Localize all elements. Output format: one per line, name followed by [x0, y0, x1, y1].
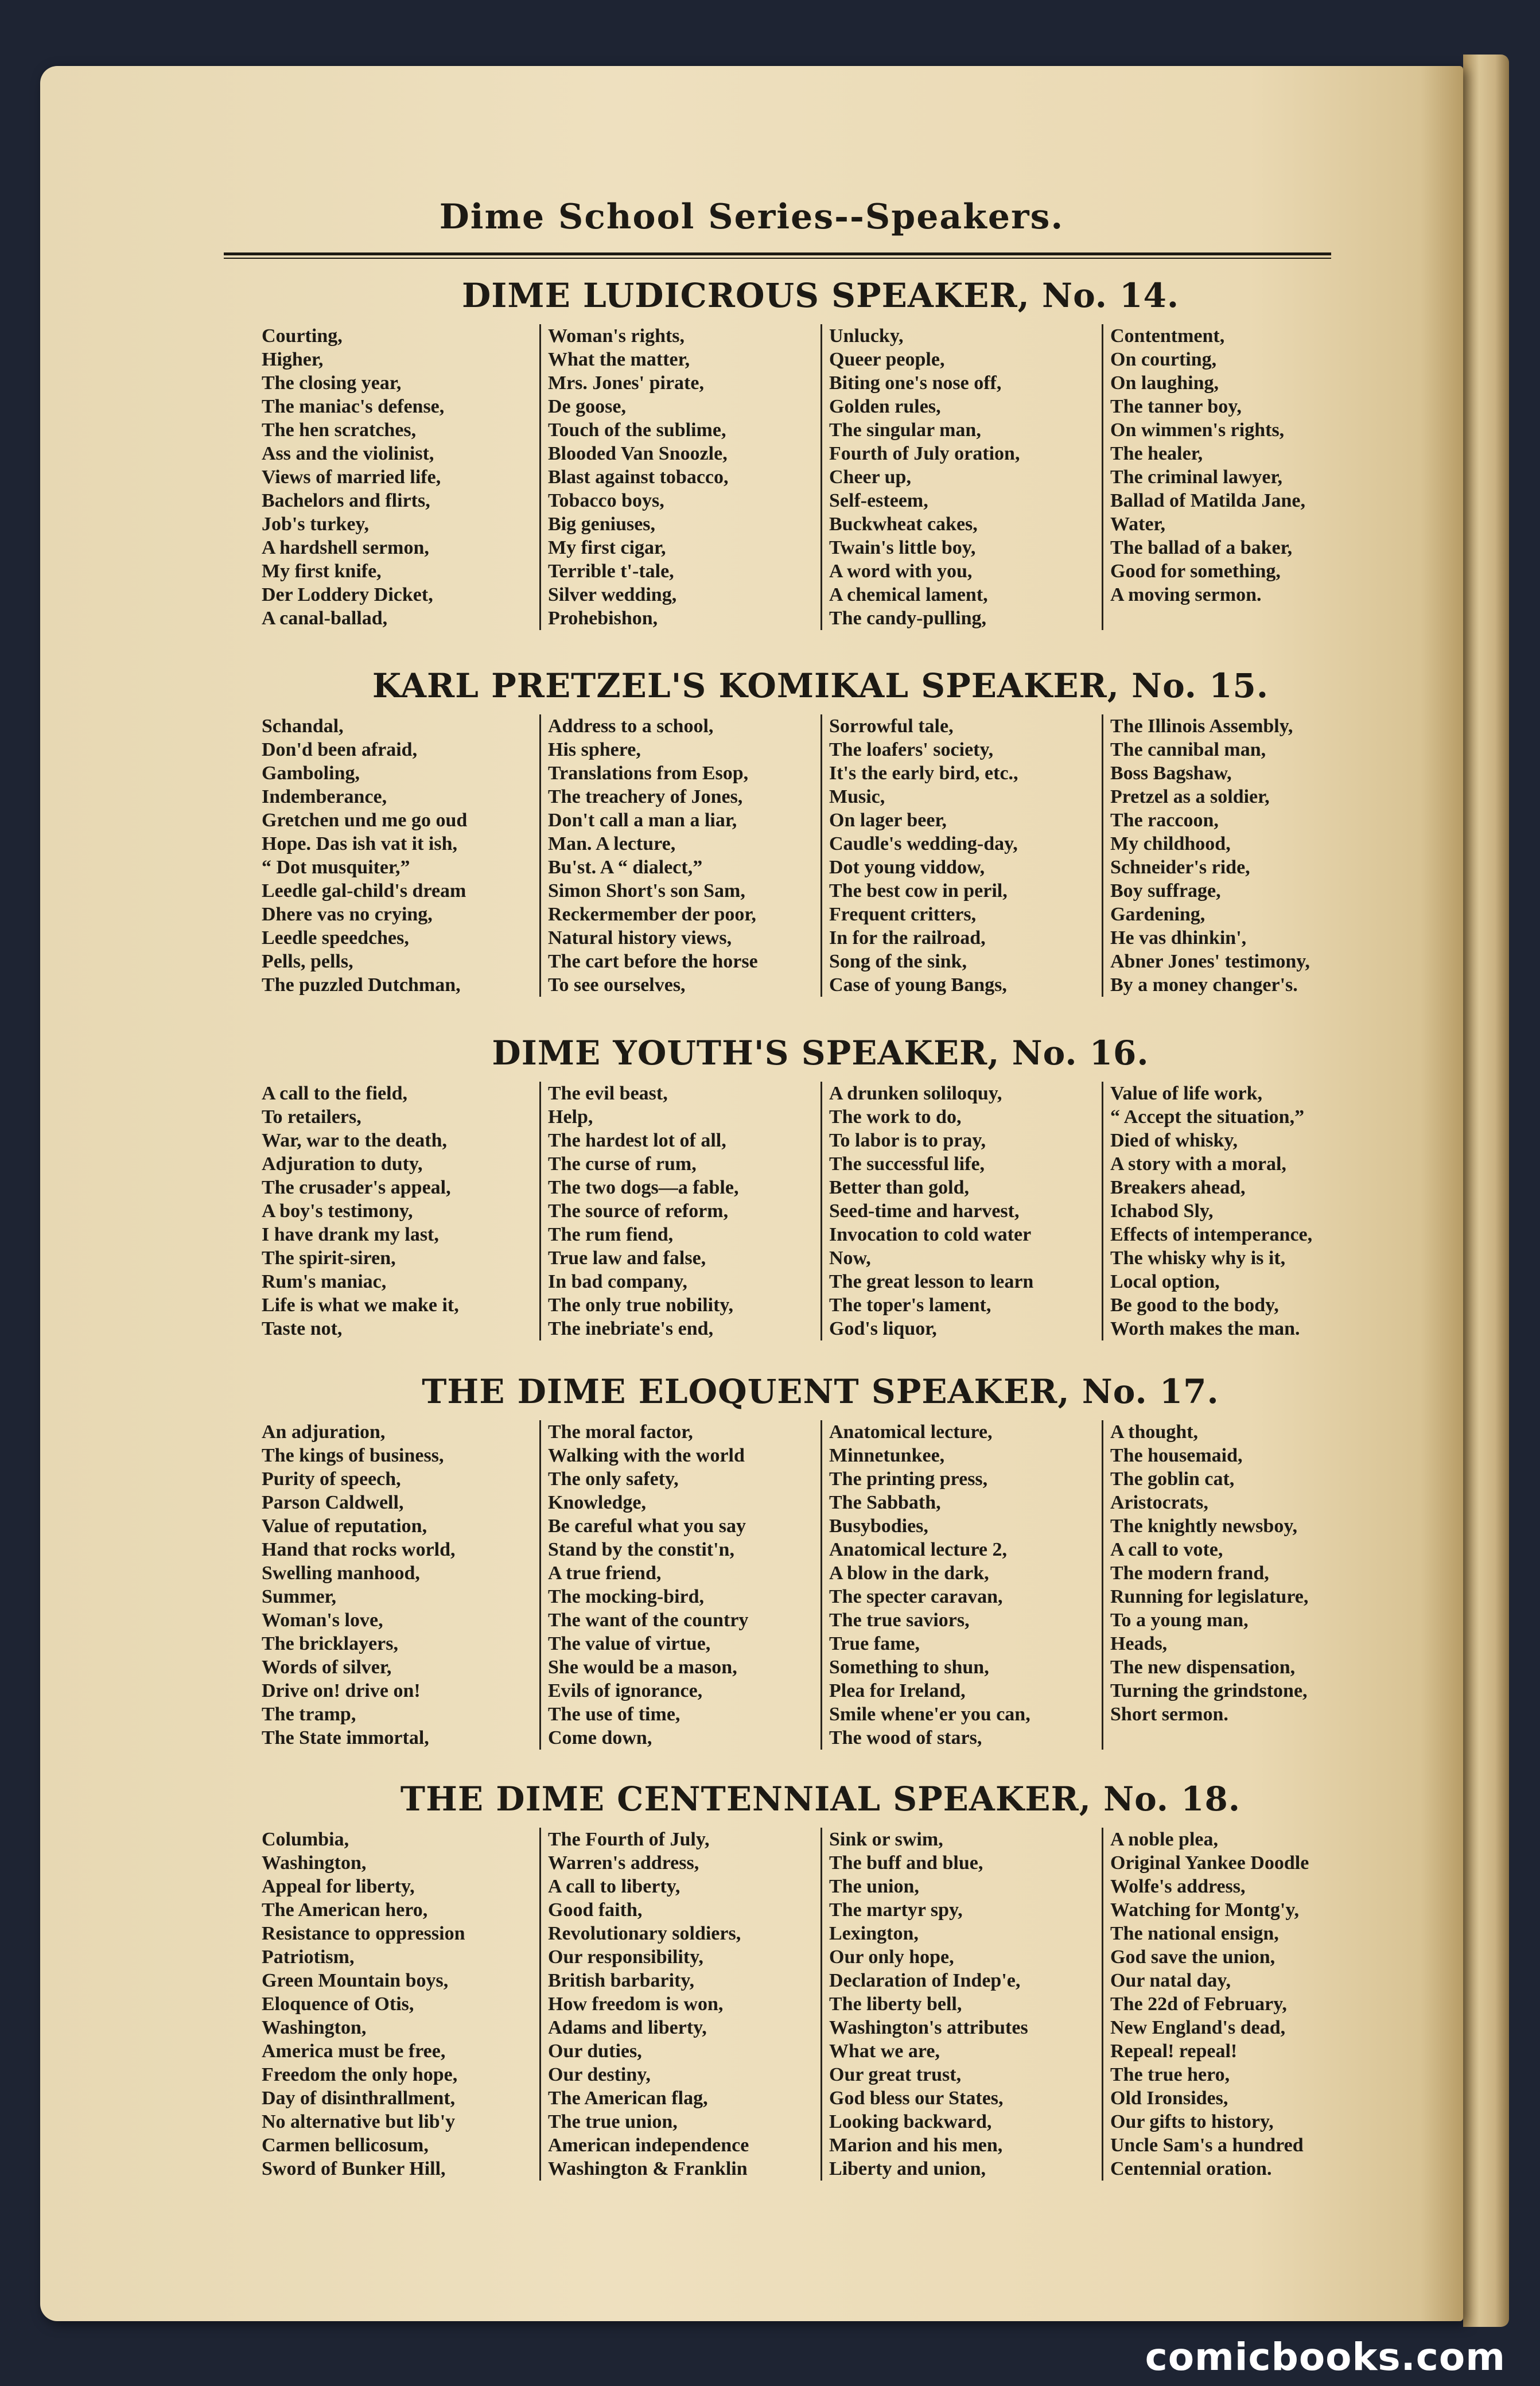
speech-title: Revolutionary soldiers, [548, 1923, 741, 1944]
speech-title: The true union, [548, 2111, 678, 2132]
speech-title: Man. A lecture, [548, 833, 676, 854]
speech-title: Declaration of Indep'e, [829, 1970, 1021, 1991]
column [258, 324, 539, 630]
speech-title: Gamboling, [262, 763, 360, 784]
column [258, 714, 539, 997]
speech-title: Ichabod Sly, [1110, 1200, 1214, 1222]
speech-title: Columbia, [262, 1829, 349, 1850]
speech-title: “ Accept the situation,” [1110, 1106, 1305, 1128]
speech-title: Rum's maniac, [262, 1271, 387, 1292]
speech-title: Dot young viddow, [829, 857, 985, 878]
speech-title: True law and false, [548, 1248, 706, 1269]
speech-title: The moral factor, [548, 1421, 693, 1443]
speech-title: A story with a moral, [1110, 1153, 1286, 1175]
speech-title: Biting one's nose off, [829, 372, 1002, 394]
speech-title: Freedom the only hope, [262, 2064, 458, 2085]
speech-title: The rum fiend, [548, 1224, 674, 1245]
speech-title: The closing year, [262, 372, 402, 394]
speech-title: The toper's lament, [829, 1295, 991, 1316]
speech-title: The new dispensation, [1110, 1657, 1296, 1678]
speech-title: Blast against tobacco, [548, 467, 729, 488]
speech-title: The two dogs—a fable, [548, 1177, 739, 1198]
speech-title: Ass and the violinist, [262, 443, 434, 464]
section-title: DIME YOUTH'S SPEAKER, No. 16. [492, 1033, 1149, 1072]
header-rule [224, 252, 1331, 259]
speech-title: Carmen bellicosum, [262, 2135, 429, 2156]
column [539, 1082, 820, 1340]
watermark: comicbooks.com [1145, 2335, 1506, 2379]
speech-title: Bu'st. A “ dialect,” [548, 857, 703, 878]
speech-title: The buff and blue, [829, 1852, 983, 1874]
speech-title: Walking with the world [548, 1445, 745, 1466]
speech-title: On wimmen's rights, [1110, 419, 1285, 441]
speech-title: Anatomical lecture, [829, 1421, 993, 1443]
speech-title: Green Mountain boys, [262, 1970, 449, 1991]
speech-title: Boy suffrage, [1110, 880, 1221, 901]
column [539, 1420, 820, 1750]
speech-title: Music, [829, 786, 885, 807]
speech-title: The cannibal man, [1110, 739, 1266, 760]
speech-title: The hen scratches, [262, 419, 417, 441]
speech-title: The candy-pulling, [829, 608, 986, 629]
speech-title: Warren's address, [548, 1852, 699, 1874]
speech-title: Swelling manhood, [262, 1563, 420, 1584]
speech-title: The goblin cat, [1110, 1468, 1235, 1490]
speech-title: The martyr spy, [829, 1899, 963, 1921]
speech-title: The healer, [1110, 443, 1203, 464]
speech-title: Evils of ignorance, [548, 1680, 703, 1701]
speech-title: A canal-ballad, [262, 608, 388, 629]
speech-title: Old Ironsides, [1110, 2088, 1228, 2109]
speech-title: Gardening, [1110, 904, 1205, 925]
speech-title: He vas dhinkin', [1110, 927, 1247, 949]
speech-title: Looking backward, [829, 2111, 992, 2132]
speech-title: Minnetunkee, [829, 1445, 945, 1466]
page-edge [1463, 55, 1509, 2327]
speech-title: The treachery of Jones, [548, 786, 743, 807]
speech-title: The singular man, [829, 419, 981, 441]
section-speaker-18 [258, 1770, 1383, 2181]
speech-title: Purity of speech, [262, 1468, 401, 1490]
section-title: DIME LUDICROUS SPEAKER, No. 14. [461, 276, 1180, 315]
section-speaker-15 [258, 657, 1383, 997]
speech-title: Life is what we make it, [262, 1295, 459, 1316]
speech-title: The true saviors, [829, 1610, 970, 1631]
speech-title: Good for something, [1110, 561, 1281, 582]
speech-title: Sink or swim, [829, 1829, 943, 1850]
speech-title: Don'd been afraid, [262, 739, 418, 760]
speech-title: Words of silver, [262, 1657, 392, 1678]
speech-title: Come down, [548, 1727, 652, 1748]
speech-title: Value of reputation, [262, 1515, 427, 1537]
speech-title: Good faith, [548, 1899, 643, 1921]
section-speaker-17 [258, 1363, 1383, 1750]
speech-title: A thought, [1110, 1421, 1199, 1443]
speech-title: Prohebishon, [548, 608, 658, 629]
column [820, 1828, 1102, 2181]
speech-title: Indemberance, [262, 786, 387, 807]
speech-title: Water, [1110, 514, 1166, 535]
speech-title: Anatomical lecture 2, [829, 1539, 1008, 1560]
speech-title: The kings of business, [262, 1445, 444, 1466]
speech-title: Uncle Sam's a hundred [1110, 2135, 1304, 2156]
speech-title: Dhere vas no crying, [262, 904, 433, 925]
speech-title: Wolfe's address, [1110, 1876, 1246, 1897]
speech-title: A drunken soliloquy, [829, 1083, 1002, 1104]
column [1102, 1420, 1383, 1750]
speech-title: Liberty and union, [829, 2158, 986, 2179]
speech-title: Smile whene'er you can, [829, 1704, 1030, 1725]
section-speaker-16 [258, 1024, 1383, 1340]
speech-title: Washington, [262, 2017, 367, 2038]
speech-title: A true friend, [548, 1563, 662, 1584]
section-columns [258, 1420, 1383, 1750]
speech-title: Centennial oration. [1110, 2158, 1272, 2179]
speech-title: A noble plea, [1110, 1829, 1218, 1850]
speech-title: Leedle gal-child's dream [262, 880, 466, 901]
speech-title: In for the railroad, [829, 927, 986, 949]
speech-title: Views of married life, [262, 467, 441, 488]
section-columns [258, 1082, 1383, 1340]
section-columns [258, 714, 1383, 997]
section-columns [258, 1828, 1383, 2181]
speech-title: Leedle speedches, [262, 927, 409, 949]
speech-title: A moving sermon. [1110, 584, 1262, 605]
speech-title: To see ourselves, [548, 974, 686, 996]
speech-title: The American flag, [548, 2088, 708, 2109]
speech-title: The 22d of February, [1110, 1993, 1287, 2015]
speech-title: Help, [548, 1106, 593, 1128]
speech-title: Appeal for liberty, [262, 1876, 415, 1897]
speech-title: Breakers ahead, [1110, 1177, 1246, 1198]
column [539, 1828, 820, 2181]
speech-title: The use of time, [548, 1704, 680, 1725]
column [820, 1420, 1102, 1750]
speech-title: Case of young Bangs, [829, 974, 1007, 996]
column [820, 324, 1102, 630]
speech-title: The housemaid, [1110, 1445, 1243, 1466]
speech-title: The curse of rum, [548, 1153, 697, 1175]
speech-title: A call to vote, [1110, 1539, 1223, 1560]
speech-title: Our only hope, [829, 1946, 954, 1968]
speech-title: Knowledge, [548, 1492, 646, 1513]
speech-title: Pells, pells, [262, 951, 353, 972]
speech-title: Washington, [262, 1852, 367, 1874]
speech-title: Now, [829, 1248, 871, 1269]
speech-title: Self-esteem, [829, 490, 928, 511]
speech-title: Died of whisky, [1110, 1130, 1238, 1151]
catalog-page [40, 66, 1463, 2321]
column [820, 1082, 1102, 1340]
speech-title: De goose, [548, 396, 626, 417]
speech-title: The work to do, [829, 1106, 962, 1128]
speech-title: Value of life work, [1110, 1083, 1263, 1104]
speech-title: The criminal lawyer, [1110, 467, 1282, 488]
speech-title: The whisky why is it, [1110, 1248, 1286, 1269]
speech-title: God bless our States, [829, 2088, 1004, 2109]
speech-title: Watching for Montg'y, [1110, 1899, 1299, 1921]
speech-title: Better than gold, [829, 1177, 969, 1198]
speech-title: Fourth of July oration, [829, 443, 1020, 464]
speech-title: Running for legislature, [1110, 1586, 1309, 1607]
speech-title: Seed-time and harvest, [829, 1200, 1020, 1222]
speech-title: By a money changer's. [1110, 974, 1298, 996]
speech-title: Turning the grindstone, [1110, 1680, 1308, 1701]
speech-title: Something to shun, [829, 1657, 989, 1678]
speech-title: Our responsibility, [548, 1946, 703, 1968]
series-title: Dime School Series--Speakers. [439, 197, 1064, 237]
speech-title: The great lesson to learn [829, 1271, 1034, 1292]
speech-title: War, war to the death, [262, 1130, 447, 1151]
speech-title: A call to liberty, [548, 1876, 680, 1897]
speech-title: Woman's rights, [548, 325, 685, 347]
speech-title: The tanner boy, [1110, 396, 1242, 417]
speech-title: Buckwheat cakes, [829, 514, 978, 535]
speech-title: Washington & Franklin [548, 2158, 748, 2179]
speech-title: The value of virtue, [548, 1633, 711, 1654]
speech-title: Worth makes the man. [1110, 1318, 1300, 1339]
column [1102, 1082, 1383, 1340]
speech-title: Short sermon. [1110, 1704, 1228, 1725]
speech-title: Queer people, [829, 349, 945, 370]
speech-title: The modern frand, [1110, 1563, 1269, 1584]
speech-title: The want of the country [548, 1610, 749, 1631]
speech-title: Song of the sink, [829, 951, 967, 972]
speech-title: The crusader's appeal, [262, 1177, 451, 1198]
speech-title: The knightly newsboy, [1110, 1515, 1297, 1537]
speech-title: Summer, [262, 1586, 337, 1607]
speech-title: New England's dead, [1110, 2017, 1286, 2038]
speech-title: Schneider's ride, [1110, 857, 1250, 878]
speech-title: Blooded Van Snoozle, [548, 443, 728, 464]
speech-title: To a young man, [1110, 1610, 1249, 1631]
speech-title: Twain's little boy, [829, 537, 976, 558]
speech-title: The inebriate's end, [548, 1318, 714, 1339]
speech-title: Our gifts to history, [1110, 2111, 1274, 2132]
speech-title: My first knife, [262, 561, 382, 582]
speech-title: The ballad of a baker, [1110, 537, 1293, 558]
speech-title: Lexington, [829, 1923, 919, 1944]
speech-title: The loafers' society, [829, 739, 994, 760]
speech-title: Effects of intemperance, [1110, 1224, 1313, 1245]
speech-title: The Fourth of July, [548, 1829, 710, 1850]
speech-title: Mrs. Jones' pirate, [548, 372, 704, 394]
section-title: KARL PRETZEL'S KOMIKAL SPEAKER, No. 15. [372, 666, 1269, 705]
speech-title: Eloquence of Otis, [262, 1993, 414, 2015]
speech-title: The Sabbath, [829, 1492, 941, 1513]
speech-title: Terrible t'-tale, [548, 561, 674, 582]
speech-title: Stand by the constit'n, [548, 1539, 734, 1560]
speech-title: Address to a school, [548, 716, 714, 737]
section-speaker-14 [258, 267, 1383, 630]
speech-title: To labor is to pray, [829, 1130, 986, 1151]
speech-title: An adjuration, [262, 1421, 386, 1443]
speech-title: Taste not, [262, 1318, 343, 1339]
speech-title: Repeal! repeal! [1110, 2041, 1238, 2062]
speech-title: God save the union, [1110, 1946, 1275, 1968]
speech-title: Der Loddery Dicket, [262, 584, 433, 605]
speech-title: Job's turkey, [262, 514, 370, 535]
speech-title: Our destiny, [548, 2064, 651, 2085]
speech-title: She would be a mason, [548, 1657, 737, 1678]
speech-title: Golden rules, [829, 396, 941, 417]
speech-title: The printing press, [829, 1468, 988, 1490]
speech-title: Patriotism, [262, 1946, 355, 1968]
speech-title: A blow in the dark, [829, 1563, 989, 1584]
speech-title: The wood of stars, [829, 1727, 982, 1748]
speech-title: Unlucky, [829, 325, 904, 347]
speech-title: Tobacco boys, [548, 490, 664, 511]
speech-title: My first cigar, [548, 537, 666, 558]
speech-title: What the matter, [548, 349, 690, 370]
speech-title: The only true nobility, [548, 1295, 734, 1316]
speech-title: A word with you, [829, 561, 973, 582]
speech-title: The Illinois Assembly, [1110, 716, 1293, 737]
column [1102, 324, 1383, 630]
speech-title: It's the early bird, etc., [829, 763, 1018, 784]
column [539, 714, 820, 997]
speech-title: Parson Caldwell, [262, 1492, 404, 1513]
speech-title: American independence [548, 2135, 749, 2156]
speech-title: Higher, [262, 349, 324, 370]
speech-title: The American hero, [262, 1899, 428, 1921]
speech-title: The successful life, [829, 1153, 985, 1175]
speech-title: Resistance to oppression [262, 1923, 465, 1944]
speech-title: Our duties, [548, 2041, 642, 2062]
speech-title: True fame, [829, 1633, 920, 1654]
speech-title: Boss Bagshaw, [1110, 763, 1232, 784]
speech-title: Cheer up, [829, 467, 911, 488]
speech-title: Adams and liberty, [548, 2017, 707, 2038]
column [820, 714, 1102, 997]
speech-title: In bad company, [548, 1271, 687, 1292]
speech-title: Adjuration to duty, [262, 1153, 423, 1175]
speech-title: The maniac's defense, [262, 396, 445, 417]
speech-title: Sorrowful tale, [829, 716, 954, 737]
speech-title: On lager beer, [829, 810, 947, 831]
speech-title: Local option, [1110, 1271, 1220, 1292]
speech-title: The only safety, [548, 1468, 679, 1490]
speech-title: Be good to the body, [1110, 1295, 1279, 1316]
speech-title: The source of reform, [548, 1200, 729, 1222]
speech-title: His sphere, [548, 739, 641, 760]
column [1102, 714, 1383, 997]
speech-title: Drive on! drive on! [262, 1680, 421, 1701]
speech-title: Aristocrats, [1110, 1492, 1208, 1513]
speech-title: America must be free, [262, 2041, 446, 2062]
speech-title: British barbarity, [548, 1970, 695, 1991]
speech-title: Caudle's wedding-day, [829, 833, 1018, 854]
column [539, 324, 820, 630]
speech-title: Be careful what you say [548, 1515, 746, 1537]
speech-title: Plea for Ireland, [829, 1680, 966, 1701]
speech-title: “ Dot musquiter,” [262, 857, 410, 878]
speech-title: The specter caravan, [829, 1586, 1003, 1607]
speech-title: Schandal, [262, 716, 344, 737]
speech-title: The liberty bell, [829, 1993, 962, 2015]
column [258, 1828, 539, 2181]
section-title: THE DIME CENTENNIAL SPEAKER, No. 18. [400, 1779, 1241, 1818]
speech-title: The best cow in peril, [829, 880, 1008, 901]
speech-title: Natural history views, [548, 927, 732, 949]
speech-title: On courting, [1110, 349, 1217, 370]
speech-title: Day of disinthrallment, [262, 2088, 456, 2109]
speech-title: The true hero, [1110, 2064, 1230, 2085]
speech-title: Touch of the sublime, [548, 419, 726, 441]
speech-title: Simon Short's son Sam, [548, 880, 745, 901]
speech-title: Pretzel as a soldier, [1110, 786, 1270, 807]
section-title: THE DIME ELOQUENT SPEAKER, No. 17. [422, 1372, 1219, 1411]
speech-title: A call to the field, [262, 1083, 408, 1104]
speech-title: The union, [829, 1876, 919, 1897]
speech-title: Ballad of Matilda Jane, [1110, 490, 1306, 511]
column [258, 1082, 539, 1340]
speech-title: The raccoon, [1110, 810, 1219, 831]
speech-title: I have drank my last, [262, 1224, 439, 1245]
speech-title: How freedom is won, [548, 1993, 724, 2015]
speech-title: Our great trust, [829, 2064, 962, 2085]
speech-title: Reckermember der poor, [548, 904, 756, 925]
speech-title: Gretchen und me go oud [262, 810, 468, 831]
speech-title: Courting, [262, 325, 343, 347]
speech-title: My childhood, [1110, 833, 1231, 854]
speech-title: Original Yankee Doodle [1110, 1852, 1309, 1874]
speech-title: Frequent critters, [829, 904, 977, 925]
speech-title: The puzzled Dutchman, [262, 974, 461, 996]
speech-title: The spirit-siren, [262, 1248, 396, 1269]
speech-title: Hope. Das ish vat it ish, [262, 833, 457, 854]
speech-title: Abner Jones' testimony, [1110, 951, 1310, 972]
speech-title: Silver wedding, [548, 584, 677, 605]
speech-title: Big geniuses, [548, 514, 656, 535]
speech-title: The cart before the horse [548, 951, 758, 972]
speech-title: A hardshell sermon, [262, 537, 429, 558]
column [1102, 1828, 1383, 2181]
speech-title: Hand that rocks world, [262, 1539, 456, 1560]
speech-title: The mocking-bird, [548, 1586, 705, 1607]
speech-title: To retailers, [262, 1106, 361, 1128]
speech-title: No alternative but lib'y [262, 2111, 456, 2132]
section-columns [258, 324, 1383, 630]
speech-title: Our natal day, [1110, 1970, 1231, 1991]
speech-title: Marion and his men, [829, 2135, 1003, 2156]
speech-title: God's liquor, [829, 1318, 937, 1339]
speech-title: The evil beast, [548, 1083, 668, 1104]
speech-title: Busybodies, [829, 1515, 928, 1537]
speech-title: Don't call a man a liar, [548, 810, 737, 831]
speech-title: Sword of Bunker Hill, [262, 2158, 446, 2179]
speech-title: The hardest lot of all, [548, 1130, 726, 1151]
speech-title: The bricklayers, [262, 1633, 398, 1654]
speech-title: Woman's love, [262, 1610, 383, 1631]
speech-title: A chemical lament, [829, 584, 988, 605]
speech-title: Invocation to cold water [829, 1224, 1032, 1245]
speech-title: Bachelors and flirts, [262, 490, 430, 511]
column [258, 1420, 539, 1750]
speech-title: A boy's testimony, [262, 1200, 413, 1222]
speech-title: The tramp, [262, 1704, 356, 1725]
speech-title: Translations from Esop, [548, 763, 749, 784]
speech-title: Heads, [1110, 1633, 1168, 1654]
speech-title: The national ensign, [1110, 1923, 1279, 1944]
speech-title: Washington's attributes [829, 2017, 1028, 2038]
speech-title: The State immortal, [262, 1727, 429, 1748]
speech-title: What we are, [829, 2041, 940, 2062]
speech-title: Contentment, [1110, 325, 1225, 347]
speech-title: On laughing, [1110, 372, 1219, 394]
